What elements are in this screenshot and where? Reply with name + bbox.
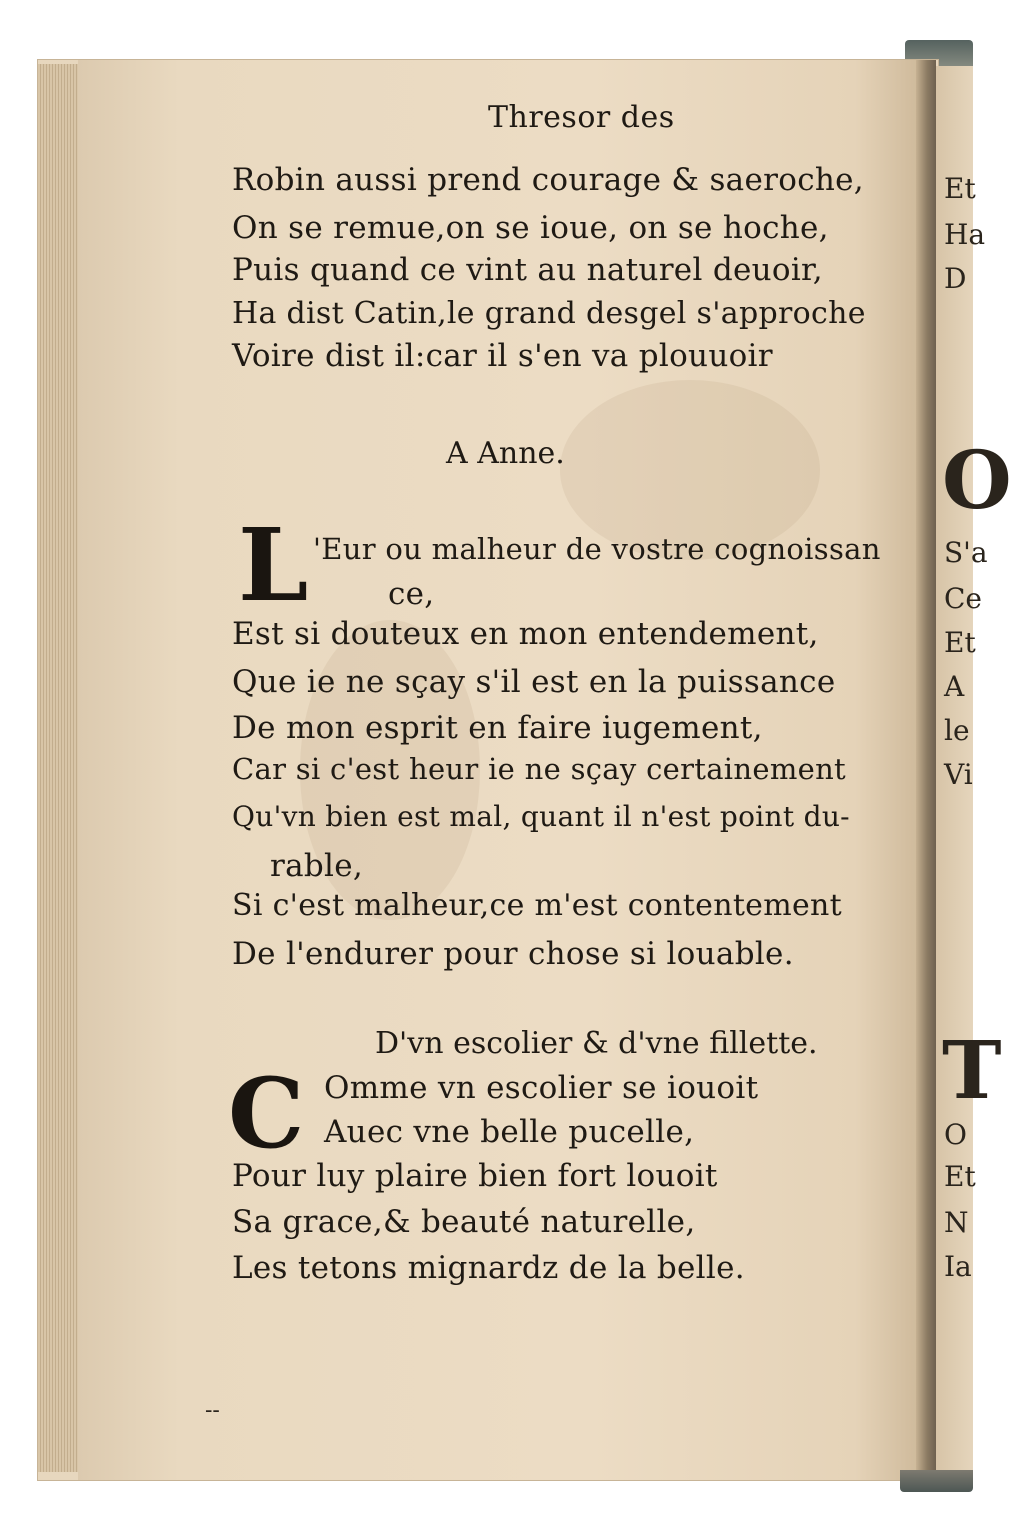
facing-line: Et bbox=[944, 1160, 976, 1193]
verse-line: rable, bbox=[270, 848, 364, 884]
facing-line: A bbox=[944, 670, 965, 703]
facing-line: N bbox=[944, 1206, 969, 1239]
folio-mark: -- bbox=[205, 1398, 220, 1423]
verse-line: Voire dist il:car il s'en va plouuoir bbox=[232, 338, 773, 374]
poem-title: D'vn escolier & d'vne fillette. bbox=[375, 1026, 818, 1061]
facing-line: Et bbox=[944, 172, 976, 205]
drop-capital: C bbox=[228, 1057, 305, 1170]
verse-line: De l'endurer pour chose si louable. bbox=[232, 936, 794, 972]
verse-line: Omme vn escolier se iouoit bbox=[324, 1070, 759, 1106]
facing-line: Ia bbox=[944, 1250, 972, 1283]
facing-line: O bbox=[944, 1118, 967, 1151]
verse-line: 'Eur ou malheur de vostre cognoissan bbox=[313, 532, 881, 566]
facing-line: Vi bbox=[944, 758, 973, 791]
drop-capital: L bbox=[238, 506, 309, 624]
verse-line: On se remue,on se ioue, on se hoche, bbox=[232, 210, 829, 246]
facing-line: S'a bbox=[944, 536, 988, 569]
verse-line: Les tetons mignardz de la belle. bbox=[232, 1250, 745, 1286]
poem-title: A Anne. bbox=[446, 436, 565, 471]
facing-line: le bbox=[944, 714, 970, 747]
verse-line: De mon esprit en faire iugement, bbox=[232, 710, 763, 746]
verse-line: ce, bbox=[388, 576, 435, 612]
verse-line: Robin aussi prend courage & saeroche, bbox=[232, 162, 864, 198]
book-cover-bottom bbox=[900, 1470, 973, 1492]
facing-line: Ha bbox=[944, 218, 986, 251]
verse-line: Si c'est malheur,ce m'est contentement bbox=[232, 888, 843, 923]
verse-line: Sa grace,& beauté naturelle, bbox=[232, 1204, 696, 1240]
verse-line: Puis quand ce vint au naturel deuoir, bbox=[232, 252, 823, 288]
verse-line: Que ie ne sçay s'il est en la puissance bbox=[232, 664, 836, 700]
facing-line: Et bbox=[944, 626, 976, 659]
verse-line: Car si c'est heur ie ne sçay certainement bbox=[232, 752, 847, 786]
running-head: Thresor des bbox=[488, 100, 675, 135]
facing-line: Ce bbox=[944, 582, 982, 615]
verse-line: Est si douteux en mon entendement, bbox=[232, 616, 819, 652]
verse-line: Auec vne belle pucelle, bbox=[324, 1114, 695, 1150]
page-edges bbox=[38, 64, 78, 1472]
verse-line: Ha dist Catin,le grand desgel s'approche bbox=[232, 296, 866, 331]
facing-dropcap: O bbox=[942, 433, 1012, 527]
verse-line: Pour luy plaire bien fort louoit bbox=[232, 1158, 718, 1194]
book-gutter bbox=[916, 60, 936, 1480]
facing-line: D bbox=[944, 262, 967, 295]
facing-dropcap: T bbox=[942, 1023, 1002, 1117]
verse-line: Qu'vn bien est mal, quant il n'est point du- bbox=[232, 800, 850, 833]
